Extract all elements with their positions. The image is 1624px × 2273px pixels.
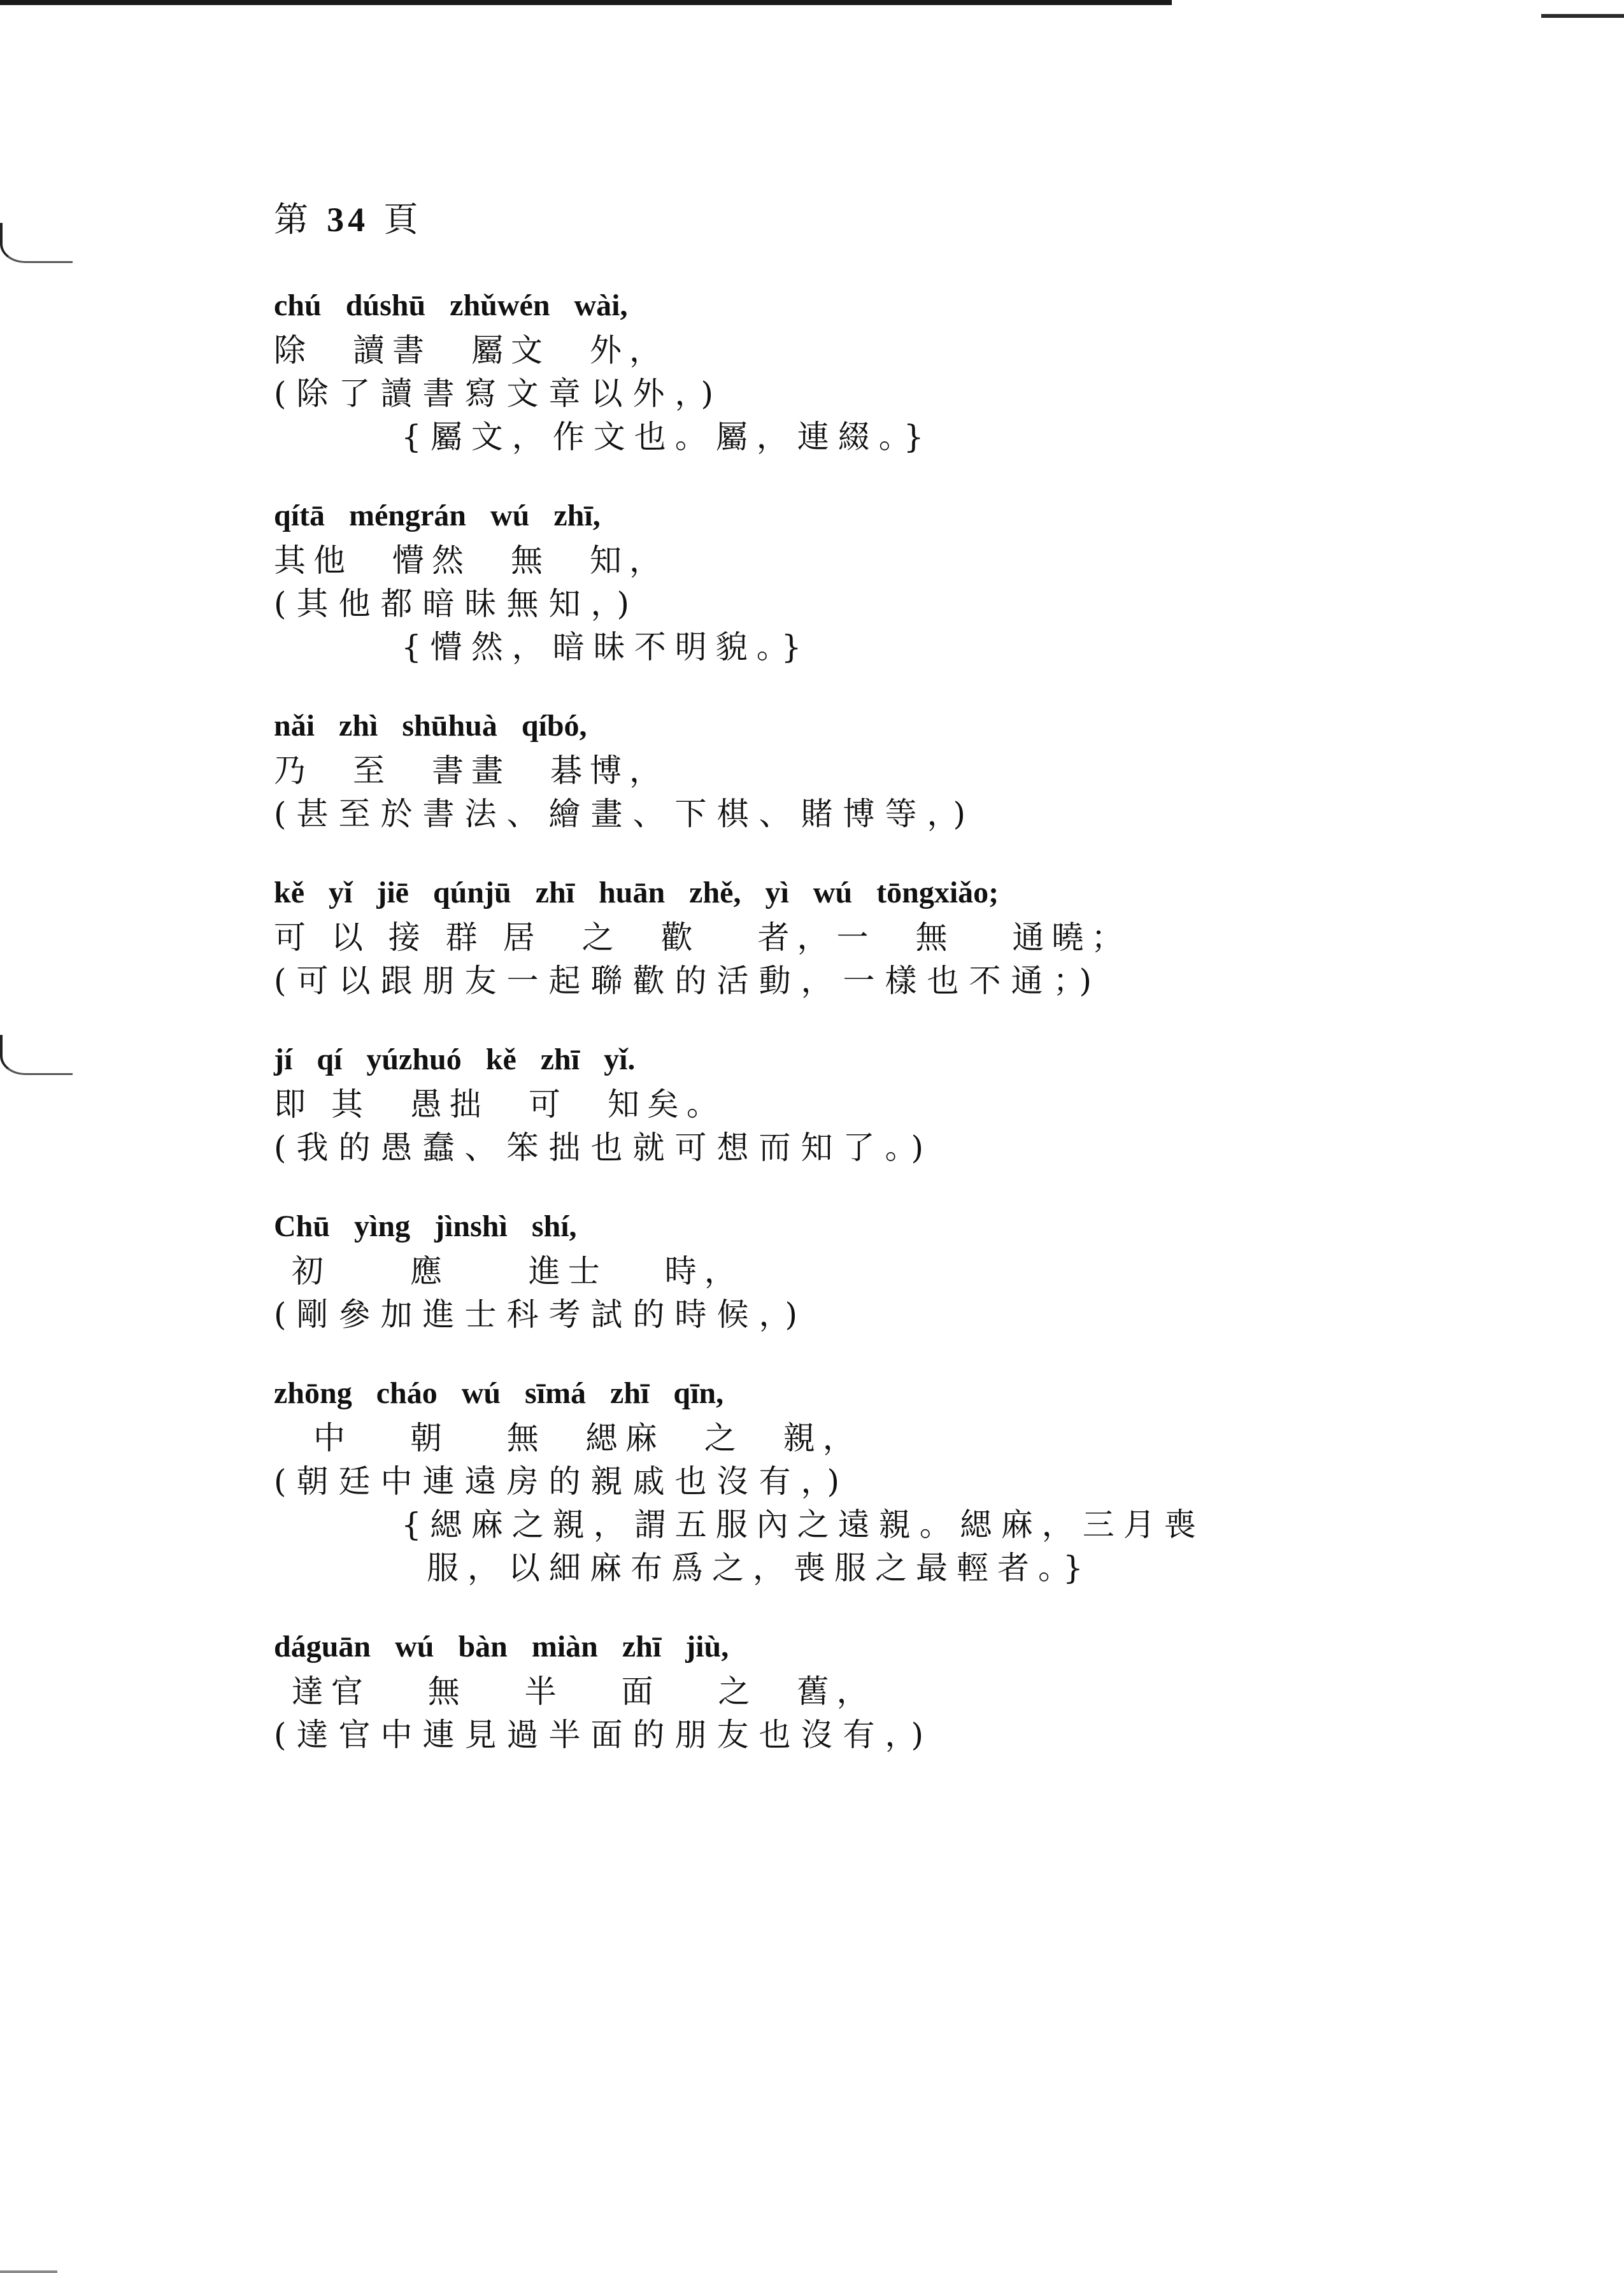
annotation-note: 服，以細麻布爲之，喪服之最輕者。} <box>427 1550 1092 1586</box>
verse-group <box>274 1199 1420 1336</box>
translation-line: (甚至於書法、繪畫、下棋、賭博等，) <box>274 795 976 832</box>
translation-line: (其他都暗昧無知，) <box>274 585 640 622</box>
binder-hole-mark <box>0 223 73 263</box>
hanzi-line: 中 朝 無 緦麻 之 親， <box>274 1420 862 1457</box>
annotation-note: {懵然，暗昧不明貌。} <box>401 629 811 666</box>
annotation-note: {屬文，作文也。屬，連綴。} <box>401 418 933 455</box>
pinyin-line: Chū yìng jìnshì shí, <box>274 1209 577 1243</box>
page-title <box>274 191 1420 248</box>
page-number: 34 <box>327 201 369 239</box>
verse-group <box>274 1032 1420 1169</box>
verse-group <box>274 488 1420 669</box>
page-title-suffix: 頁 <box>383 199 422 239</box>
verse-group <box>274 278 1420 459</box>
translation-line: (我的愚蠢、笨拙也就可想而知了。) <box>274 1129 934 1166</box>
hanzi-line: 達官 無 半 面 之 舊， <box>274 1673 876 1710</box>
verse-group <box>274 865 1420 1002</box>
hanzi-line: 其他 懵然 無 知， <box>274 542 669 579</box>
annotation-note: {緦麻之親，謂五服內之遠親。緦麻，三月喪 <box>401 1506 1205 1543</box>
pinyin-line: kě yǐ jiē qúnjū zhī huān zhě, yì wú tōngxiǎo; <box>274 876 999 909</box>
hanzi-line: 除 讀書 屬文 外， <box>274 332 669 369</box>
pinyin-line: zhōng cháo wú sīmá zhī qīn, <box>274 1376 724 1410</box>
scan-edge-mark <box>0 2270 57 2273</box>
hanzi-line: 即 其 愚拙 可 知矣。 <box>274 1086 726 1123</box>
document-page <box>274 191 1420 1786</box>
pinyin-line: dáguān wú bàn miàn zhī jiù, <box>274 1630 729 1664</box>
verse-group <box>274 698 1420 836</box>
scan-edge-top <box>0 0 1172 5</box>
pinyin-line: nǎi zhì shūhuà qíbó, <box>274 709 587 743</box>
verse-group <box>274 1619 1420 1756</box>
hanzi-line: 可 以 接 群 居 之 歡 者，一 無 通曉； <box>274 919 1131 956</box>
binder-hole-mark <box>0 1035 73 1075</box>
translation-line: (達官中連見過半面的朋友也沒有，) <box>274 1716 934 1753</box>
translation-line: (剛參加進士科考試的時候，) <box>274 1296 808 1333</box>
pinyin-line: qítā méngrán wú zhī, <box>274 499 601 532</box>
scan-edge-right <box>1541 14 1624 18</box>
pinyin-line: jí qí yúzhuó kě zhī yǐ. <box>274 1043 636 1076</box>
translation-line: (除了讀書寫文章以外，) <box>274 375 724 412</box>
hanzi-line: 乃 至 書畫 碁博， <box>274 752 669 789</box>
pinyin-line: chú dúshū zhǔwén wài, <box>274 289 628 322</box>
hanzi-line: 初 應 進士 時， <box>274 1253 744 1290</box>
page-title-prefix: 第 <box>274 199 312 239</box>
translation-line: (可以跟朋友一起聯歡的活動，一樣也不通；) <box>274 962 1102 999</box>
translation-line: (朝廷中連遠房的親戚也沒有，) <box>274 1463 850 1500</box>
verse-group <box>274 1365 1420 1590</box>
